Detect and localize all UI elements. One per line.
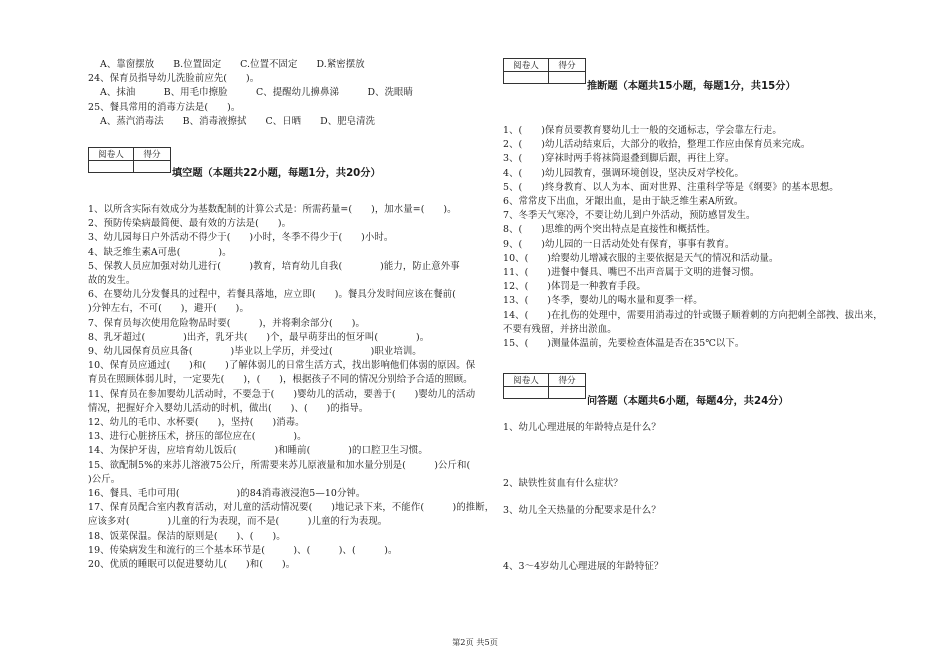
fill-question-line: 情况，把握好介入婴幼儿活动的时机，做出( )、( )的指导。 <box>88 402 369 414</box>
fill-section-title: 填空题（本题共22小题，每题1分，共20分） <box>172 168 381 180</box>
judge-question-line: 6、常常皮下出血，牙龈出血，是由于缺乏维生素A所致。 <box>503 196 744 208</box>
fill-question-line: )分钟左右，不可( )，避开( )。 <box>88 303 249 315</box>
grader-label: 阅卷人 <box>89 148 134 161</box>
grader-cell[interactable] <box>504 387 549 399</box>
fill-question-line: 16、餐具、毛巾可用( )的84消毒液浸泡5—10分钟。 <box>88 488 366 500</box>
judge-question-line: 8、( )思维的两个突出特点是直接性和概括性。 <box>503 224 716 236</box>
fill-question-line: 19、传染病发生和流行的三个基本环节是( )、( )、( )。 <box>88 544 398 556</box>
judge-section-header <box>503 58 893 92</box>
score-cell[interactable] <box>134 161 171 173</box>
grader-label: 阅卷人 <box>504 59 549 72</box>
judge-question-line: 1、( )保育员要教育婴幼儿士一般的交通标志，学会靠左行走。 <box>503 125 782 136</box>
qa-item: 3、幼儿全天热量的分配要求是什么？ <box>503 504 661 516</box>
fill-question-line: 20、优质的睡眠可以促进婴幼儿( )和( )。 <box>88 559 296 571</box>
fill-question-list <box>88 203 495 572</box>
judge-question-line: 3、( )穿袜时两手将袜筒退叠到脚后跟，再往上穿。 <box>503 153 735 165</box>
score-label: 得分 <box>549 374 586 387</box>
fill-question-line: 11、保育员在参加婴幼儿活动时，不要急于( )婴幼儿的活动，要善于( )婴幼儿的活动 <box>88 388 476 400</box>
fill-question-line: 14、为保护牙齿，应培育幼儿饭后( )和睡前( )的口腔卫生习惯。 <box>88 445 428 457</box>
qa-section-header <box>503 373 893 407</box>
fill-question-line: 故的发生。 <box>88 275 136 287</box>
q24-options: A、抹油 B、用毛巾擦脸 C、提醒幼儿擤鼻涕 D、洗眼睛 <box>100 87 414 99</box>
fill-question-line: 7、保育员每次使用危险物品时要( )，并将剩余部分( )。 <box>88 317 365 329</box>
fill-question-line: 17、保育员配合室内教育活动，对儿童的活动情况要( )地记录下来，不能作( )的推断， <box>88 502 495 514</box>
grader-label: 阅卷人 <box>504 374 549 387</box>
score-label: 得分 <box>549 59 586 72</box>
q23-options: A、靠窗摆放 B.位置固定 C.位置不固定 D.紧密摆放 <box>100 59 365 70</box>
page-footer: 第2页 共5页 <box>452 637 498 647</box>
fill-question-line: 13、进行心脏挤压术，挤压的部位应在( )。 <box>88 431 307 443</box>
judge-question-line: 10、( )给婴幼儿增减衣服的主要依据是天气的情况和活动量。 <box>503 252 779 264</box>
q25-stem: 25、餐具常用的消毒方法是( )。 <box>88 101 241 113</box>
score-table <box>88 147 171 173</box>
fill-question-line: 9、幼儿园保育员应具备( )毕业以上学历，并受过( )职业培训。 <box>88 346 422 358</box>
judge-question-line: 2、( )幼儿活动结束后，大部分的收拾，整理工作应由保育员来完成。 <box>503 139 811 151</box>
fill-question-line: 12、幼儿的毛巾、水杯要( )，坚持( )消毒。 <box>88 417 305 429</box>
score-cell[interactable] <box>549 387 586 399</box>
score-table <box>503 58 586 84</box>
fill-question-line: 育员在照顾体弱儿时，一定要先( )，( )，根据孩子不同的情况分别给予合适的照顾。 <box>88 374 473 386</box>
right-column <box>503 58 893 574</box>
judge-question-line: 不要有残留，并挤出淤血。 <box>503 323 617 335</box>
fill-question-line: 3、幼儿园每日户外活动不得少于( )小时，冬季不得少于( )小时。 <box>88 232 394 244</box>
fill-question-line: 应该多对( )儿童的行为表现，而不是( )儿童的行为表现。 <box>88 516 388 528</box>
judge-question-line: 7、冬季天气寒冷，不要让幼儿到户外活动，预防感冒发生。 <box>503 210 756 222</box>
qa-section-title: 问答题（本题共6小题，每题4分，共24分） <box>587 396 789 408</box>
fill-question-line: 6、在婴幼儿分发餐具的过程中，若餐具落地，应立即( )。餐具分发时间应该在餐前( <box>88 289 475 301</box>
score-label: 得分 <box>134 148 171 161</box>
q25-options: A、蒸汽消毒法 B、消毒液擦拭 C、日晒 D、肥皂清洗 <box>100 115 376 127</box>
judge-question-line: 13、( )冬季，婴幼儿的喝水量和夏季一样。 <box>503 295 703 307</box>
judge-question-line: 9、( )幼儿园的一日活动处处有保育，事事有教育。 <box>503 238 735 250</box>
fill-question-line: 10、保育员应通过( )和( )了解体弱儿的日常生活方式，找出影响他们体弱的原因。保 <box>88 360 476 372</box>
judge-question-line: 4、( )幼儿园教育，强调环境创设，坚决反对学校化。 <box>503 167 744 179</box>
fill-question-line: 5、保教人员应加强对幼儿进行( )教育，培育幼儿自我( )能力，防止意外事 <box>88 260 460 272</box>
qa-item: 1、幼儿心理进展的年龄特点是什么？ <box>503 422 661 434</box>
qa-item: 2、缺铁性贫血有什么症状？ <box>503 478 623 490</box>
judge-question-line: 11、( )进餐中餐具、嘴巴不出声音属于文明的进餐习惯。 <box>503 267 760 279</box>
left-column <box>88 58 495 572</box>
judge-question-list <box>503 124 893 351</box>
fill-question-line: 15、欲配制5%的来苏儿溶液75公斤，所需要来苏儿原液量和加水量分别是( )公斤和( <box>88 459 490 471</box>
judge-section-title: 推断题（本题共15小题，每题1分，共15分） <box>587 81 796 92</box>
fill-question-line: 2、预防传染病最简便、最有效的方法是( )。 <box>88 218 292 230</box>
grader-cell[interactable] <box>89 161 134 173</box>
judge-question-line: 15、( )测量体温前，先要检查体温是否在35℃以下。 <box>503 338 745 350</box>
fill-question-line: 4、缺乏维生素A可患( )。 <box>88 246 232 258</box>
q24-stem: 24、保育员指导幼儿洗脸前应先( )。 <box>88 73 260 85</box>
judge-question-line: 5、( )终身教育、以人为本、面对世界、注重科学等是《纲要》的基本思想。 <box>503 181 839 193</box>
fill-question-line: 18、饭菜保温。保洁的原则是( )、( )。 <box>88 530 286 542</box>
judge-question-line: 12、( )体罚是一种教育手段。 <box>503 281 646 293</box>
fill-section-header <box>88 147 488 181</box>
fill-question-line: 8、乳牙超过( )出齐，乳牙共( )个，最早萌芽出的恒牙叫( )。 <box>88 331 430 343</box>
fill-question-line: )公斤。 <box>88 473 121 485</box>
qa-item: 4、3～4岁幼儿心理进展的年龄特征？ <box>503 560 664 572</box>
grader-cell[interactable] <box>504 72 549 84</box>
fill-question-line: 1、以所含实际有效成分为基数配制的计算公式是：所需药量=( )，加水量=( )。 <box>88 204 457 216</box>
judge-question-line: 14、( )在扎伤的处理中，需要用消毒过的针或镊子顺着刺的方向把刺全部拽、拔出来， <box>503 309 883 321</box>
score-cell[interactable] <box>549 72 586 84</box>
score-table <box>503 373 586 399</box>
